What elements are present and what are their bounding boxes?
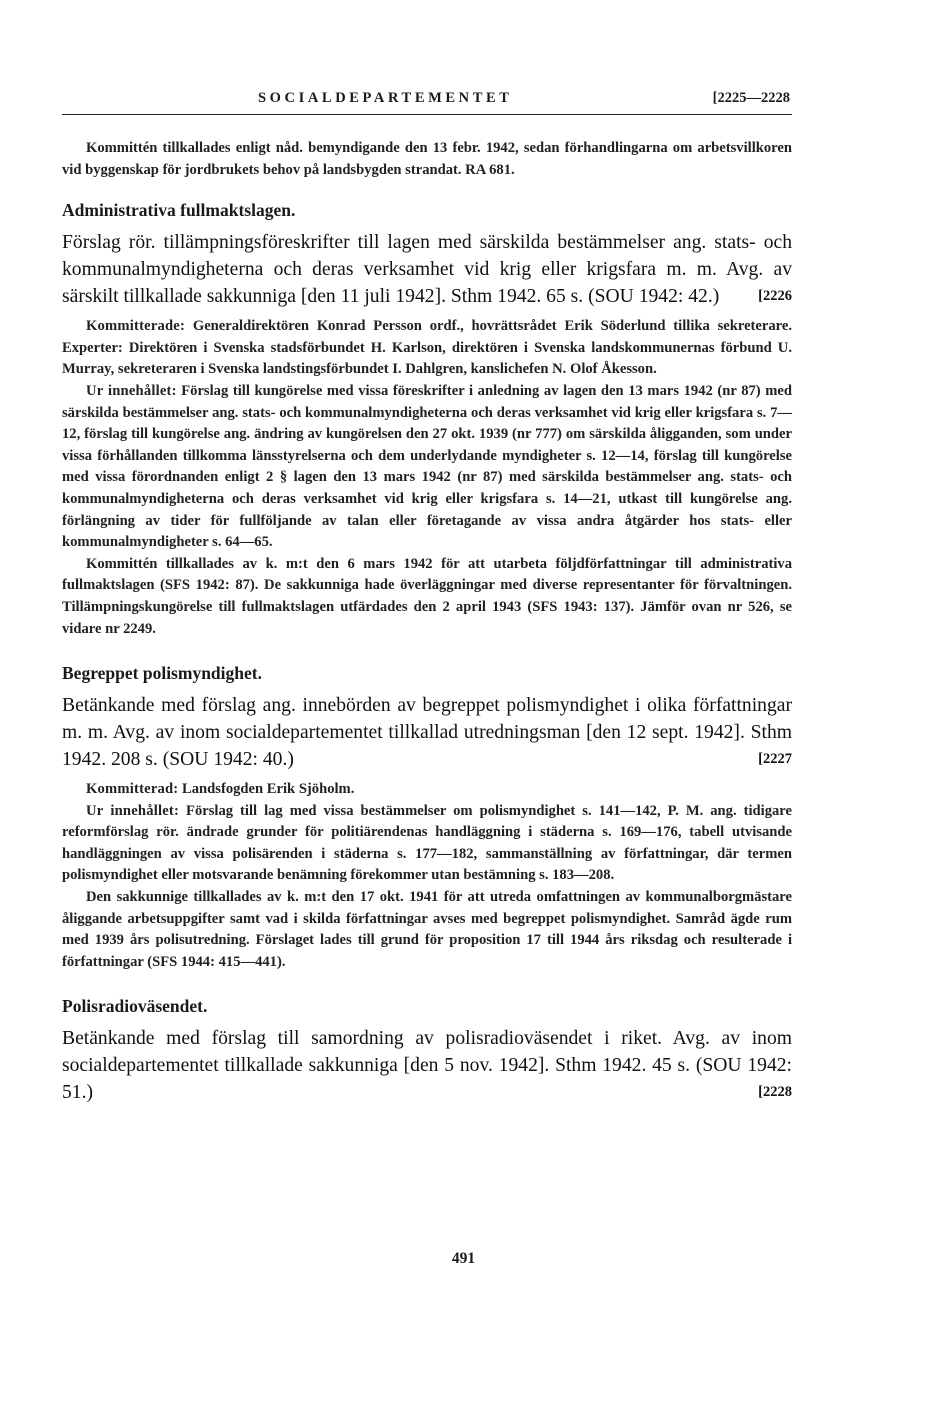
page-content (62, 138, 792, 1106)
entry-range: [2225—2228 (712, 90, 790, 106)
committee-label: Kommitterade: (86, 318, 186, 335)
entry-number-2227: [2227 (758, 751, 792, 768)
contents-2226 (62, 381, 792, 554)
entry-title-2228 (62, 1025, 792, 1106)
entry-title-text: Betänkande med förslag ang. innebörden av begreppet polismyndighet i olika författningar m. m. Avg. av inom socialdepartementet tillkallad utredningsman [den 12 sept. 1942]. Sthm 1942. 208 s. (SOU 1942: 40.) (62, 695, 792, 771)
contents-label: Ur innehållet: (86, 382, 177, 399)
intro-paragraph: Kommittén tillkallades enligt nåd. bemyndigande den 13 febr. 1942, sedan förhandlingarna om arbetsvillkoren vid byggenskap för jordbrukets behov på landsbygden strandat. RA 681. (62, 140, 792, 178)
contents-2227 (62, 801, 792, 887)
entry-title-2227 (62, 692, 792, 773)
section-heading-administrativa: Administrativa fullmaktslagen. (62, 200, 296, 221)
entry-title-text: Förslag rör. tillämpningsföreskrifter till lagen med särskilda bestämmelser ang. stats- och kommunalmyndigheterna och deras verksamhet vid krig eller krigsfara m. m. Avg. av särskilt tillkallade sakkunniga [den 11 juli 1942]. Sthm 1942. 65 s. (SOU 1942: 42.) (62, 232, 792, 308)
committee-text: Generaldirektören Konrad Persson ordf., hovrättsrådet Erik Söderlund tillika sekreterare. Experter: Direktören i Svenska stadsförbundet H. Karlson, direktören i Svenska landskommunernas förbund U. Murray, sekreteraren i Svenska landstingsförbundet I. Dahlgren, kanslichefen N. Olof Åkesson. (62, 318, 792, 378)
page-number: 491 (451, 1250, 476, 1267)
entry-title-text: Betänkande med förslag till samordning av polisradioväsendet i riket. Avg. av inom socialdepartementet tillkallade sakkunniga [den 5 nov. 1942]. Sthm 1942. 45 s. (SOU 1942: 51.) (62, 1028, 792, 1104)
committee-2227 (62, 779, 792, 801)
entry-number-2228: [2228 (758, 1084, 792, 1101)
committee-text: Landsfogden Erik Sjöholm. (182, 781, 355, 798)
contents-text: Förslag till lag med vissa bestämmelser om polismyndighet s. 141—142, P. M. ang. tidigare reformförslag rör. ändrade grunder för politiärendenas handläggning i städerna s. 169—176, tabell utvisande handläggningen av vissa polisärenden i städerna s. 177—182, sammanställning av författningar, där termen polismyndighet eller motsvarande benämning förekommer utan bestämning s. 183—208. (62, 802, 792, 884)
contents-label: Ur innehållet: (86, 802, 180, 819)
entry-number-2226: [2226 (758, 288, 792, 305)
entry-title-2226 (62, 229, 792, 310)
page-header (62, 88, 792, 115)
running-title: SOCIALDEPARTEMENTET (258, 90, 513, 106)
section-heading-polisradio: Polisradioväsendet. (62, 996, 208, 1017)
committee-label: Kommitterad: (86, 781, 179, 798)
note-2227: Den sakkunnige tillkallades av k. m:t den 17 okt. 1941 för att utreda omfattningen av kommunalborgmästare åliggande arbetsuppgifter samt vad i skilda författningar avses med begreppet polismyndighet. Samråd ägde rum med 1939 års polisutredning. Förslaget lades till grund för proposition 17 till 1944 års riksdag och resulterade i författningar (SFS 1944: 415—441). (62, 889, 792, 970)
section-heading-polismyndighet: Begreppet polismyndighet. (62, 663, 262, 684)
committee-2226 (62, 316, 792, 381)
contents-text: Förslag till kungörelse med vissa föreskrifter i anledning av lagen den 13 mars 1942 (nr 87) med särskilda bestämmelser ang. stats- och kommunalmyndigheterna och deras verksamhet vid krig eller krigsfara s. 7—12, förslag till kungörelse ang. ändring av kungörelsen den 27 okt. 1939 (nr 777) om särskilda åligganden, som under vissa förhållanden tillkomma länsstyrelserna och dem underlydande myndigheter s. 12—14, förslag till kungörelse med vissa förordnanden enligt 2 § lagen den 13 mars 1942 (nr 87) med särskilda bestämmelser ang. stats- och kommunalmyndigheterna och deras verksamhet vid krig eller krigsfara s. 14—21, utkast till kungörelse ang. förlängning av tider för fullföljande av talan eller företagande av vissa andra åtgärder hos stats- eller kommunalmyndigheter s. 64—65. (62, 382, 792, 551)
note-2226: Kommittén tillkallades av k. m:t den 6 mars 1942 för att utarbeta följdförfattningar till administrativa fullmaktslagen (SFS 1942: 87). De sakkunniga hade överläggningar med diverse representanter för förvaltningen. Tillämpningskungörelse till fullmaktslagen utfärdades den 2 april 1943 (SFS 1943: 137). Jämför ovan nr 526, se vidare nr 2249. (62, 555, 792, 637)
